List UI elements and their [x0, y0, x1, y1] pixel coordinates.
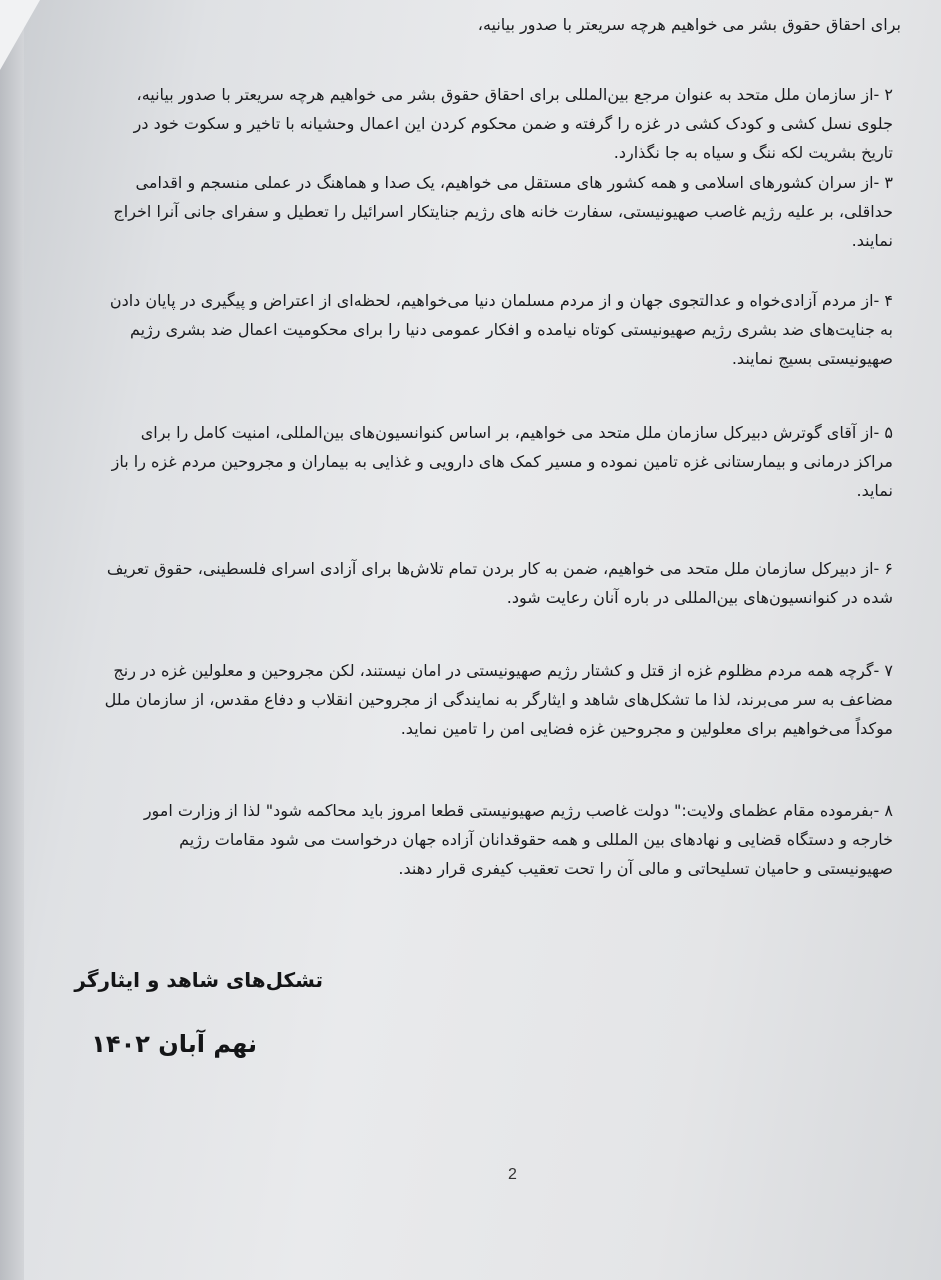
paragraph-3: ۳ -از سران کشورهای اسلامی و همه کشور های مستقل می خواهیم، یک صدا و هماهنگ در عملی منسجم و اقدامی حداقلی، بر علیه رژیم غاصب صهیونیستی، سفارت خانه های رژیم جنایتکار اسرائیل را تعطیل و سفرای جانی آنرا اخراج نمایند. [113, 173, 893, 250]
paragraph-4: ۴ -از مردم آزادی‌خواه و عدالتجوی جهان و از مردم مسلمان دنیا می‌خواهیم، لحظه‌ای از اعتراض و پیگیری در پایان دادن به جنایت‌های ضد بشری رژیم صهیونیستی کوتاه نیامده و افکار عمومی دنیا را برای محکومیت اعمال ضد بشری رژیم صهیونیستی بسیج نمایند. [109, 291, 893, 368]
paragraph-8: ۸ -بفرموده مقام عظمای ولایت:" دولت غاصب رژیم صهیونیستی قطعا امروز باید محاکمه شود" لذا از وزارت امور خارجه و دستگاه قضایی و نهادهای بین المللی و همه حقوقدانان آزاده جهان درخواست می شود مقامات رژیم صهیونیستی و حامیان تسلیحاتی و مالی آن را تحت تعقیب کیفری قرار دهند. [143, 801, 893, 878]
paragraph-5: ۵ -از آقای گوترش دبیرکل سازمان ملل متحد می خواهیم، بر اساس کنوانسیون‌های بین‌المللی، امنیت کامل را برای مراکز درمانی و بیمارستانی غزه تامین نموده و مسیر کمک های دارویی و غذایی به بیماران و مجروحین مردم غزه را باز نماید. [111, 423, 893, 500]
date: نهم آبان ۱۴۰۲ [91, 1030, 257, 1058]
signature: تشکل‌های شاهد و ایثارگر [74, 968, 323, 992]
paragraph-7: ۷ -گرچه همه مردم مظلوم غزه از قتل و کشتار رژیم صهیونیستی در امان نیستند، لکن مجروحین و معلولین غزه در رنج مضاعف به سر می‌برند، لذا ما تشکل‌های شاهد و ایثارگر به نمایندگی از مجروحین انقلاب و دفاع مقدس، از سازمان ملل موکداً می‌خواهیم برای معلولین و مجروحین غزه فضایی امن را تامین نماید. [104, 661, 893, 738]
paper-fold-shadow [0, 0, 24, 1280]
page-number: 2 [508, 1166, 517, 1183]
paper-corner [0, 0, 40, 70]
paragraph-2: ۲ -از سازمان ملل متحد به عنوان مرجع بین‌المللی برای احقاق حقوق بشر می خواهیم هرچه سریعتر با صدور بیانیه، جلوی نسل کشی و کودک کشی در غزه را گرفته و ضمن محکوم کردن این اعمال وحشیانه با تاخیر و سکوت خود در تاریخ بشریت لکه ننگ و سیاه به جا نگذارد. [133, 85, 893, 162]
paragraph-6: ۶ -از دبیرکل سازمان ملل متحد می خواهیم، ضمن به کار بردن تمام تلاش‌ها برای آزادی اسرای فلسطینی، حقوق تعریف شده در کنوانسیون‌های بین‌المللی در باره آنان رعایت شود. [106, 559, 893, 607]
intro-line: برای احقاق حقوق بشر می خواهیم هرچه سریعتر با صدور بیانیه، [477, 15, 901, 34]
